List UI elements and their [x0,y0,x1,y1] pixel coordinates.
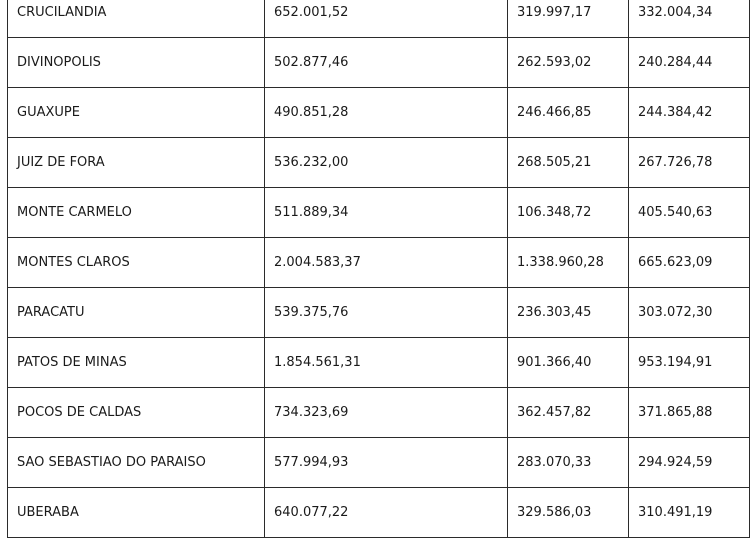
total-value-cell: 539.375,76 [265,288,508,338]
city-cell: PATOS DE MINAS [8,338,265,388]
city-cell: POCOS DE CALDAS [8,388,265,438]
table-row [8,288,750,338]
city-cell: MONTE CARMELO [8,188,265,238]
city-cell: CRUCILANDIA [8,0,265,38]
total-value-cell: 2.004.583,37 [265,238,508,288]
city-cell: GUAXUPE [8,88,265,138]
table-row [8,88,750,138]
table-body [8,0,750,538]
value-cell-3: 362.457,82 [508,388,629,438]
table-row [8,188,750,238]
value-cell-3: 901.366,40 [508,338,629,388]
city-cell: DIVINOPOLIS [8,38,265,88]
value-cell-3: 268.505,21 [508,138,629,188]
value-cell-4: 332.004,34 [629,0,750,38]
table-row [8,388,750,438]
city-cell: SAO SEBASTIAO DO PARAISO [8,438,265,488]
total-value-cell: 640.077,22 [265,488,508,538]
total-value-cell: 652.001,52 [265,0,508,38]
city-cell: PARACATU [8,288,265,338]
total-value-cell: 536.232,00 [265,138,508,188]
total-value-cell: 490.851,28 [265,88,508,138]
table-row [8,338,750,388]
value-cell-3: 106.348,72 [508,188,629,238]
total-value-cell: 502.877,46 [265,38,508,88]
value-cell-4: 310.491,19 [629,488,750,538]
value-cell-4: 953.194,91 [629,338,750,388]
value-cell-3: 1.338.960,28 [508,238,629,288]
value-cell-4: 371.865,88 [629,388,750,438]
total-value-cell: 577.994,93 [265,438,508,488]
total-value-cell: 1.854.561,31 [265,338,508,388]
city-cell: JUIZ DE FORA [8,138,265,188]
value-cell-3: 319.997,17 [508,0,629,38]
value-cell-4: 244.384,42 [629,88,750,138]
value-cell-4: 267.726,78 [629,138,750,188]
table-row [8,238,750,288]
value-cell-4: 240.284,44 [629,38,750,88]
total-value-cell: 511.889,34 [265,188,508,238]
table-row [8,0,750,38]
value-cell-3: 246.466,85 [508,88,629,138]
value-cell-4: 303.072,30 [629,288,750,338]
city-cell: MONTES CLAROS [8,238,265,288]
value-cell-3: 283.070,33 [508,438,629,488]
value-cell-4: 294.924,59 [629,438,750,488]
table-row [8,38,750,88]
total-value-cell: 734.323,69 [265,388,508,438]
value-cell-4: 405.540,63 [629,188,750,238]
value-cell-3: 262.593,02 [508,38,629,88]
value-cell-4: 665.623,09 [629,238,750,288]
table-row [8,138,750,188]
table-row [8,488,750,538]
data-table [7,0,750,538]
value-cell-3: 236.303,45 [508,288,629,338]
city-cell: UBERABA [8,488,265,538]
table-row [8,438,750,488]
value-cell-3: 329.586,03 [508,488,629,538]
